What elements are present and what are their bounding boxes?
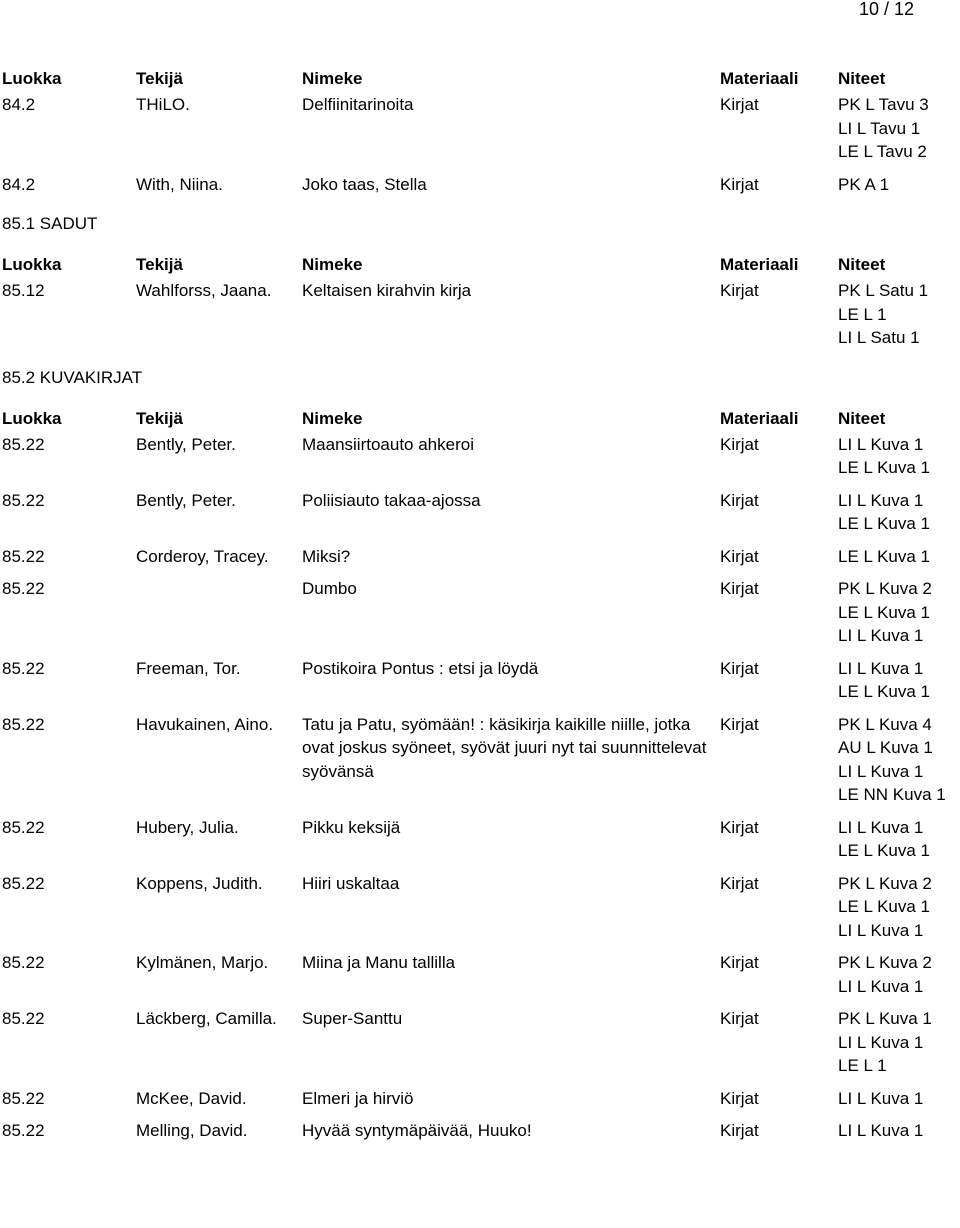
niteet-entry: LI L Kuva 1: [838, 1088, 924, 1108]
niteet-entry: LI L Kuva 1: [838, 761, 924, 781]
materiaali-cell: Kirjat: [720, 1088, 759, 1108]
niteet-entry: LI L Kuva 1: [838, 626, 924, 645]
niteet-entry: LE L Kuva 1: [838, 546, 930, 566]
niteet-entry: LI L Kuva 1: [838, 1032, 924, 1052]
table-row: [0, 872, 960, 943]
materiaali-cell: Kirjat: [720, 281, 759, 300]
page-number: 10 / 12: [858, 0, 914, 19]
nimeke-cell: Poliisiauto takaa-ajossa: [302, 490, 481, 510]
header-nimeke: Nimeke: [302, 69, 363, 88]
niteet-entry: LE L Kuva 1: [838, 602, 930, 622]
table-row: [0, 816, 960, 863]
luokka-cell: 85.22: [2, 434, 45, 454]
luokka-cell: 85.22: [2, 1088, 45, 1108]
materiaali-cell: Kirjat: [720, 546, 759, 566]
header-nimeke: Nimeke: [302, 408, 363, 428]
niteet-cell: [838, 1007, 960, 1078]
nimeke-cell: Hiiri uskaltaa: [302, 873, 400, 893]
niteet-entry: LE L Kuva 1: [838, 841, 930, 860]
header-niteet: Niteet: [838, 69, 886, 88]
niteet-cell: [838, 1119, 960, 1143]
niteet-entry: LI L Kuva 1: [838, 434, 924, 454]
luokka-cell: 84.2: [2, 174, 36, 194]
tekija-cell: Läckberg, Camilla.: [136, 1009, 277, 1028]
table-row: [0, 489, 960, 536]
niteet-cell: [838, 713, 960, 807]
niteet-entry: LI L Kuva 1: [838, 658, 924, 678]
luokka-cell: 85.22: [2, 490, 45, 510]
header-luokka: Luokka: [2, 255, 62, 274]
materiaali-cell: Kirjat: [720, 174, 759, 194]
luokka-cell: 85.22: [2, 658, 45, 678]
table-header: [0, 408, 960, 430]
header-niteet: Niteet: [838, 408, 886, 428]
tekija-cell: McKee, David.: [136, 1088, 247, 1108]
materiaali-cell: Kirjat: [720, 1009, 759, 1028]
header-materiaali: Materiaali: [720, 69, 799, 88]
niteet-entry: PK L Kuva 2: [838, 873, 932, 893]
materiaali-cell: Kirjat: [720, 658, 759, 678]
niteet-entry: LE L 1: [838, 304, 887, 324]
niteet-cell: [838, 93, 960, 164]
tekija-cell: Wahlforss, Jaana.: [136, 281, 272, 300]
materiaali-cell: Kirjat: [720, 95, 759, 114]
luokka-cell: 85.12: [2, 281, 45, 300]
niteet-entry: LE L 1: [838, 1056, 887, 1075]
niteet-entry: PK L Satu 1: [838, 281, 929, 300]
table-row: [0, 713, 960, 807]
niteet-entry: PK L Kuva 1: [838, 1009, 932, 1028]
nimeke-cell: Super-Santtu: [302, 1009, 403, 1028]
niteet-entry: LE L Kuva 1: [838, 897, 930, 916]
tekija-cell: Kylmänen, Marjo.: [136, 953, 269, 972]
header-luokka: Luokka: [2, 69, 62, 88]
materiaali-cell: Kirjat: [720, 579, 759, 598]
table-header: [0, 254, 960, 276]
niteet-cell: [838, 173, 960, 197]
nimeke-cell: Miksi?: [302, 546, 351, 566]
niteet-entry: LI L Kuva 1: [838, 490, 924, 510]
luokka-cell: 85.22: [2, 873, 45, 893]
nimeke-cell: Dumbo: [302, 579, 357, 598]
header-tekija: Tekijä: [136, 69, 183, 88]
niteet-cell: [838, 657, 960, 704]
group-85-1: [0, 279, 960, 350]
niteet-entry: LI L Satu 1: [838, 328, 920, 347]
table-header: [0, 68, 960, 90]
nimeke-cell: Postikoira Pontus : etsi ja löydä: [302, 658, 539, 678]
tekija-cell: Havukainen, Aino.: [136, 714, 274, 734]
materiaali-cell: Kirjat: [720, 490, 759, 510]
luokka-cell: 85.22: [2, 953, 45, 972]
tekija-cell: Melling, David.: [136, 1121, 248, 1140]
materiaali-cell: Kirjat: [720, 953, 759, 972]
nimeke-cell: Elmeri ja hirviö: [302, 1088, 414, 1108]
luokka-cell: 85.22: [2, 714, 45, 734]
niteet-entry: LE L Kuva 1: [838, 682, 930, 701]
table-row: [0, 173, 960, 197]
tekija-cell: Corderoy, Tracey.: [136, 546, 269, 566]
table-row: [0, 93, 960, 164]
table-row: [0, 1007, 960, 1078]
tekija-cell: Koppens, Judith.: [136, 873, 263, 893]
luokka-cell: 85.22: [2, 1121, 45, 1140]
niteet-entry: PK L Kuva 4: [838, 714, 932, 734]
table-row: [0, 951, 960, 998]
header-luokka: Luokka: [2, 408, 62, 428]
niteet-entry: PK L Tavu 3: [838, 95, 929, 114]
nimeke-cell: Maansiirtoauto ahkeroi: [302, 434, 474, 454]
table-row: [0, 1087, 960, 1111]
nimeke-cell: Hyvää syntymäpäivää, Huuko!: [302, 1121, 532, 1140]
tekija-cell: Bently, Peter.: [136, 434, 236, 454]
luokka-cell: 85.22: [2, 579, 45, 598]
tekija-cell: Hubery, Julia.: [136, 817, 239, 837]
tekija-cell: [136, 577, 302, 648]
nimeke-cell: Tatu ja Patu, syömään! : käsikirja kaikille niille, jotka ovat joskus syöneet, syövät juuri nyt tai suunnittelevat syövänsä: [302, 714, 707, 781]
luokka-cell: 85.22: [2, 817, 45, 837]
table-row: [0, 433, 960, 480]
luokka-cell: 85.22: [2, 546, 45, 566]
table-row: [0, 657, 960, 704]
section-heading-sadut: 85.1 SADUT: [2, 214, 98, 233]
header-tekija: Tekijä: [136, 255, 183, 274]
niteet-entry: LE L Tavu 2: [838, 142, 927, 161]
niteet-cell: [838, 872, 960, 943]
niteet-cell: [838, 279, 960, 350]
section-heading-kuvakirjat: 85.2 KUVAKIRJAT: [2, 367, 143, 387]
niteet-entry: LE L Kuva 1: [838, 458, 930, 477]
header-nimeke: Nimeke: [302, 255, 363, 274]
tekija-cell: With, Niina.: [136, 174, 223, 194]
luokka-cell: 84.2: [2, 95, 36, 114]
niteet-cell: [838, 577, 960, 648]
niteet-cell: [838, 1087, 960, 1111]
materiaali-cell: Kirjat: [720, 873, 759, 893]
niteet-cell: [838, 433, 960, 480]
table-row: [0, 1119, 960, 1143]
header-materiaali: Materiaali: [720, 408, 799, 428]
header-materiaali: Materiaali: [720, 255, 799, 274]
niteet-entry: PK L Kuva 2: [838, 953, 932, 972]
group-84-2: [0, 93, 960, 196]
materiaali-cell: Kirjat: [720, 714, 759, 734]
tekija-cell: Bently, Peter.: [136, 490, 236, 510]
materiaali-cell: Kirjat: [720, 817, 759, 837]
tekija-cell: THiLO.: [136, 95, 190, 114]
group-85-2: [0, 433, 960, 1143]
niteet-entry: LI L Tavu 1: [838, 118, 921, 138]
nimeke-cell: Keltaisen kirahvin kirja: [302, 281, 472, 300]
materiaali-cell: Kirjat: [720, 434, 759, 454]
nimeke-cell: Delfiinitarinoita: [302, 95, 414, 114]
niteet-entry: LI L Kuva 1: [838, 817, 924, 837]
luokka-cell: 85.22: [2, 1009, 45, 1028]
niteet-entry: LI L Kuva 1: [838, 920, 924, 940]
tekija-cell: Freeman, Tor.: [136, 658, 241, 678]
nimeke-cell: Joko taas, Stella: [302, 174, 427, 194]
table-row: [0, 545, 960, 569]
niteet-entry: AU L Kuva 1: [838, 738, 933, 757]
catalog-listing: [0, 68, 960, 1152]
materiaali-cell: Kirjat: [720, 1121, 759, 1140]
niteet-entry: PK L Kuva 2: [838, 579, 932, 598]
niteet-entry: LI L Kuva 1: [838, 1121, 924, 1140]
niteet-cell: [838, 951, 960, 998]
table-row: [0, 577, 960, 648]
niteet-entry: PK A 1: [838, 174, 890, 194]
table-row: [0, 279, 960, 350]
niteet-entry: LE L Kuva 1: [838, 514, 930, 533]
niteet-cell: [838, 545, 960, 569]
niteet-entry: LI L Kuva 1: [838, 976, 924, 996]
niteet-cell: [838, 816, 960, 863]
nimeke-cell: Miina ja Manu tallilla: [302, 953, 456, 972]
niteet-entry: LE NN Kuva 1: [838, 785, 946, 804]
header-tekija: Tekijä: [136, 408, 183, 428]
nimeke-cell: Pikku keksijä: [302, 817, 401, 837]
niteet-cell: [838, 489, 960, 536]
header-niteet: Niteet: [838, 255, 886, 274]
